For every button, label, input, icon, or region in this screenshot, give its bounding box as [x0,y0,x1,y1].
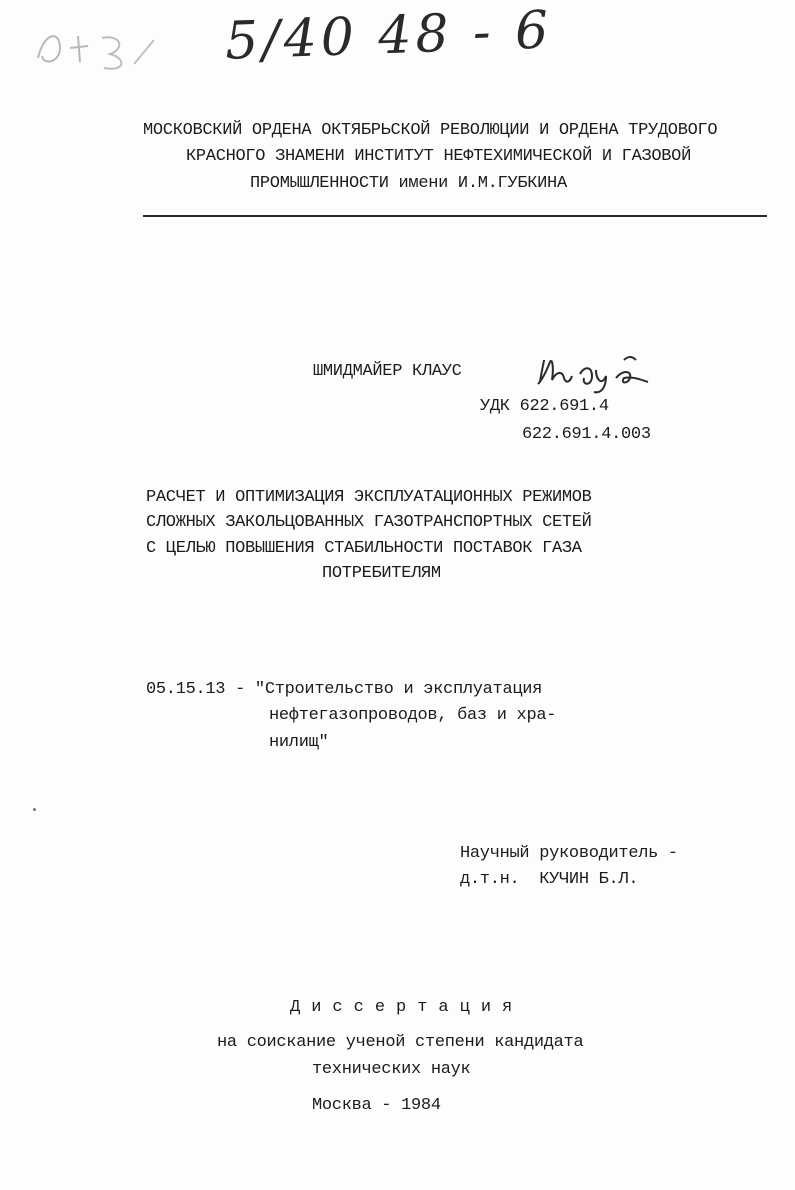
advisor-name: д.т.н. КУЧИН Б.Л. [460,870,639,889]
thesis-title-line-1: РАСЧЕТ И ОПТИМИЗАЦИЯ ЭКСПЛУАТАЦИОННЫХ РЕЖИМОВ [146,488,592,507]
udk-code-2: 622.691.4.003 [522,425,651,444]
author-signature [532,352,652,396]
advisor-label: Научный руководитель - [460,844,678,863]
specialty-line-3: нилищ" [269,733,329,752]
pencil-scribble-mark [30,18,160,78]
handwritten-archive-number: 5/40 48 - 6 [224,0,554,72]
degree-line-2: технических наук [312,1060,471,1079]
institute-line-1: МОСКОВСКИЙ ОРДЕНА ОКТЯБРЬСКОЙ РЕВОЛЮЦИИ И ОРДЕНА ТРУДОВОГО [143,121,718,140]
udk-code-1: УДК 622.691.4 [480,397,609,416]
author-name: ШМИДМАЙЕР КЛАУС [313,362,462,381]
thesis-title-line-4: ПОТРЕБИТЕЛЯМ [322,564,441,583]
thesis-title-line-3: С ЦЕЛЬЮ ПОВЫШЕНИЯ СТАБИЛЬНОСТИ ПОСТАВОК ГАЗА [146,539,582,558]
thesis-title-line-2: СЛОЖНЫХ ЗАКОЛЬЦОВАННЫХ ГАЗОТРАНСПОРТНЫХ СЕТЕЙ [146,513,592,532]
institute-line-2: КРАСНОГО ЗНАМЕНИ ИНСТИТУТ НЕФТЕХИМИЧЕСКОЙ И ГАЗОВОЙ [186,147,691,166]
place-and-year: Москва - 1984 [312,1096,441,1115]
dissertation-heading: Д и с с е р т а ц и я [290,998,513,1017]
institute-line-3: ПРОМЫШЛЕННОСТИ имени И.М.ГУБКИНА [250,174,567,193]
degree-line-1: на соискание ученой степени кандидата [217,1033,584,1052]
paper-speck [33,808,36,811]
specialty-line-2: нефтегазопроводов, баз и хра- [269,706,557,725]
header-divider [143,215,767,217]
specialty-line-1: 05.15.13 - "Строительство и эксплуатация [146,680,543,699]
